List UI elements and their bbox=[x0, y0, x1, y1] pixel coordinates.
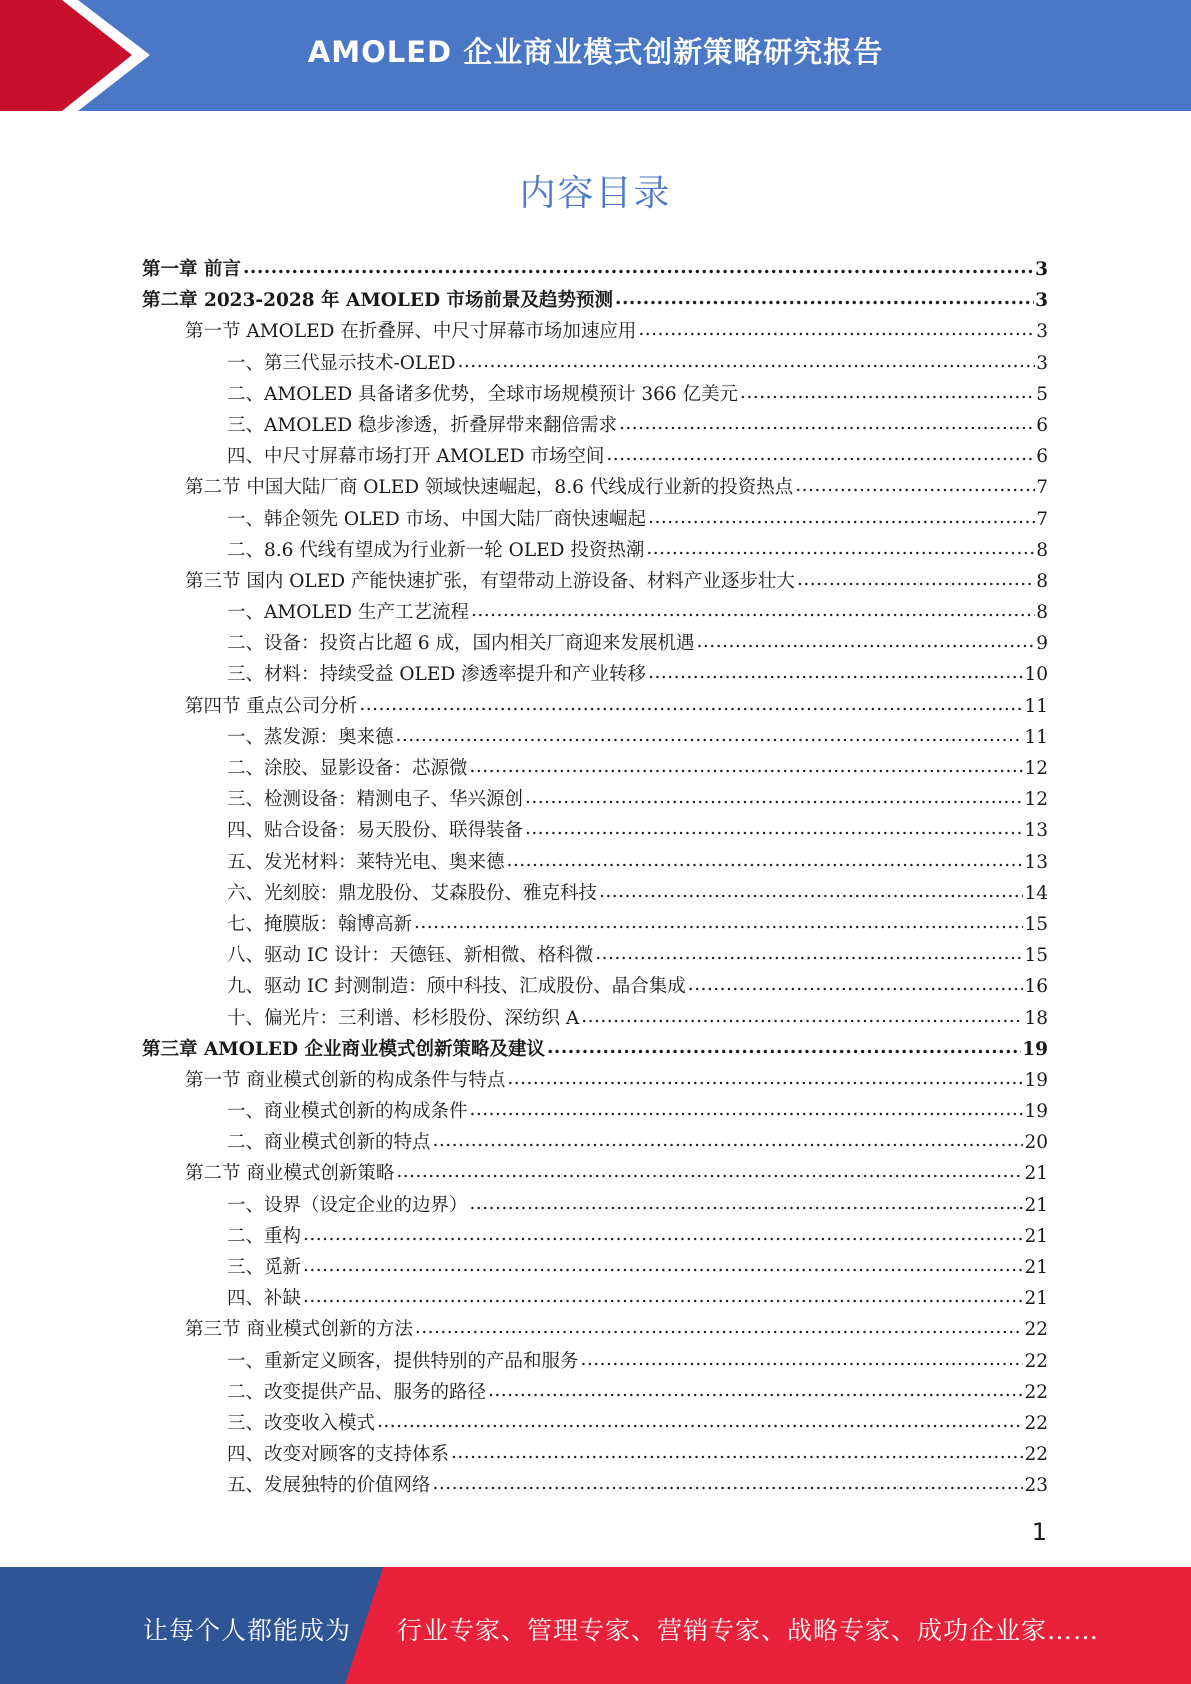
toc-entry-title: 第三节 商业模式创新的方法 bbox=[185, 1319, 413, 1341]
toc-entry-title: 二、商业模式创新的特点 bbox=[227, 1132, 431, 1154]
toc-entry-title: 三、检测设备：精测电子、华兴源创 bbox=[227, 789, 524, 811]
toc-entry-page: 12 bbox=[1024, 758, 1048, 779]
toc-entry-title: 三、觅新 bbox=[227, 1257, 302, 1278]
toc-entry-title: 第一章 前言 bbox=[142, 259, 241, 280]
toc-entry-page: 9 bbox=[1036, 633, 1048, 655]
toc-dot-leader bbox=[606, 441, 1035, 470]
toc-entry-title: 一、第三代显示技术-OLED bbox=[227, 352, 456, 374]
toc-dot-leader bbox=[377, 1408, 1023, 1437]
toc-entry-page: 15 bbox=[1024, 913, 1048, 935]
toc-dot-leader bbox=[740, 379, 1035, 408]
toc-entry-page: 22 bbox=[1024, 1381, 1048, 1403]
toc-entry-title: 第二章 2023-2028 年 AMOLED 市场前景及趋势预测 bbox=[142, 290, 614, 312]
toc-entry-title: 三、AMOLED 稳步渗透，折叠屏带来翻倍需求 bbox=[227, 414, 617, 436]
toc-entry-title: 第四节 重点公司分析 bbox=[185, 695, 358, 717]
toc-entry[interactable] bbox=[142, 1470, 1048, 1501]
toc-entry[interactable] bbox=[142, 1127, 1048, 1158]
toc-dot-leader bbox=[688, 971, 1024, 1000]
toc-dot-leader bbox=[547, 1034, 1021, 1063]
toc-entry[interactable] bbox=[142, 1408, 1048, 1439]
toc-entry-page: 20 bbox=[1024, 1132, 1048, 1154]
toc-entry-title: 一、蒸发源：奥来德 bbox=[227, 726, 394, 748]
toc-entry-page: 3 bbox=[1035, 259, 1048, 280]
toc-entry-page: 3 bbox=[1036, 352, 1048, 374]
toc-entry-page: 22 bbox=[1024, 1412, 1048, 1434]
toc-entry[interactable] bbox=[142, 971, 1048, 1002]
toc-entry-title: 一、设界（设定企业的边界） bbox=[227, 1194, 468, 1216]
toc-dot-leader bbox=[581, 1346, 1024, 1375]
toc-entry[interactable] bbox=[142, 815, 1048, 846]
table-of-contents bbox=[142, 254, 1048, 1502]
toc-entry[interactable] bbox=[142, 1439, 1048, 1470]
toc-entry[interactable] bbox=[142, 722, 1048, 753]
toc-entry-page: 11 bbox=[1024, 726, 1048, 748]
toc-dot-leader bbox=[599, 878, 1023, 907]
toc-entry-title: 一、韩企领先 OLED 市场、中国大陆厂商快速崛起 bbox=[227, 508, 647, 530]
toc-entry-page: 7 bbox=[1036, 508, 1048, 530]
toc-entry[interactable] bbox=[142, 940, 1048, 971]
toc-dot-leader bbox=[615, 285, 1034, 314]
toc-dot-leader bbox=[396, 1158, 1023, 1187]
toc-entry-page: 19 bbox=[1022, 1038, 1048, 1060]
toc-entry-title: 第一节 商业模式创新的构成条件与特点 bbox=[185, 1069, 506, 1091]
toc-dot-leader bbox=[488, 1377, 1023, 1406]
toc-entry-title: 一、AMOLED 生产工艺流程 bbox=[227, 602, 469, 624]
toc-entry[interactable] bbox=[142, 504, 1048, 535]
toc-entry-page: 8 bbox=[1036, 539, 1048, 561]
toc-entry-title: 一、重新定义顾客，提供特别的产品和服务 bbox=[227, 1350, 579, 1372]
toc-dot-leader bbox=[471, 597, 1035, 626]
toc-entry-title: 五、发展独特的价值网络 bbox=[227, 1475, 431, 1497]
toc-entry-title: 一、商业模式创新的构成条件 bbox=[227, 1101, 468, 1123]
header-chevron-decoration bbox=[0, 0, 160, 111]
toc-entry[interactable] bbox=[142, 535, 1048, 566]
toc-dot-leader bbox=[414, 909, 1023, 938]
toc-entry-title: 二、涂胶、显影设备：芯源微 bbox=[227, 758, 468, 779]
footer-slogan-right: 行业专家、管理专家、营销专家、战略专家、成功企业家…… bbox=[397, 1616, 1100, 1645]
toc-entry-title: 五、发光材料：莱特光电、奥来德 bbox=[227, 851, 505, 873]
toc-entry[interactable] bbox=[142, 348, 1048, 379]
toc-entry[interactable] bbox=[142, 1377, 1048, 1408]
toc-entry-title: 九、驱动 IC 封测制造：颀中科技、汇成股份、晶合集成 bbox=[227, 976, 686, 998]
toc-entry-page: 19 bbox=[1024, 1101, 1048, 1123]
toc-entry-page: 23 bbox=[1024, 1475, 1048, 1497]
toc-dot-leader bbox=[458, 348, 1036, 377]
toc-entry-page: 22 bbox=[1024, 1444, 1048, 1466]
toc-dot-leader bbox=[243, 254, 1034, 283]
toc-entry-title: 三、改变收入模式 bbox=[227, 1412, 376, 1434]
toc-entry[interactable] bbox=[142, 410, 1048, 441]
toc-dot-leader bbox=[433, 1127, 1024, 1156]
toc-entry-page: 14 bbox=[1024, 882, 1048, 904]
toc-dot-leader bbox=[470, 1096, 1024, 1125]
toc-entry-title: 六、光刻胶：鼎龙股份、艾森股份、雅克科技 bbox=[227, 882, 598, 904]
toc-dot-leader bbox=[396, 722, 1024, 751]
toc-entry-page: 11 bbox=[1024, 695, 1048, 717]
toc-entry-page: 16 bbox=[1024, 976, 1048, 998]
toc-entry[interactable] bbox=[142, 1096, 1048, 1127]
toc-entry[interactable] bbox=[142, 566, 1048, 597]
toc-entry-page: 7 bbox=[1036, 477, 1048, 499]
toc-entry[interactable] bbox=[142, 1003, 1048, 1034]
toc-entry-page: 15 bbox=[1024, 945, 1048, 967]
toc-title: 内容目录 bbox=[519, 173, 672, 214]
toc-entry-title: 第三节 国内 OLED 产能快速扩张，有望带动上游设备、材料产业逐步壮大 bbox=[185, 570, 795, 592]
toc-entry-page: 8 bbox=[1036, 570, 1048, 592]
toc-entry-title: 四、改变对顾客的支持体系 bbox=[227, 1444, 450, 1466]
toc-dot-leader bbox=[451, 1439, 1023, 1468]
toc-entry[interactable] bbox=[142, 1158, 1048, 1189]
toc-dot-leader bbox=[797, 566, 1035, 595]
toc-entry[interactable] bbox=[142, 379, 1048, 410]
toc-entry-title: 七、掩膜版：翰博高新 bbox=[227, 913, 413, 935]
toc-dot-leader bbox=[507, 847, 1024, 876]
toc-entry-page: 6 bbox=[1036, 414, 1048, 436]
toc-entry-page: 3 bbox=[1036, 321, 1048, 343]
toc-entry-title: 四、贴合设备：易天股份、联得装备 bbox=[227, 820, 524, 842]
toc-entry-page: 21 bbox=[1024, 1194, 1048, 1216]
toc-entry[interactable] bbox=[142, 472, 1048, 503]
toc-entry-page: 21 bbox=[1024, 1288, 1048, 1310]
toc-dot-leader bbox=[581, 1003, 1023, 1032]
page-header bbox=[0, 0, 1191, 111]
toc-entry-title: 二、AMOLED 具备诸多优势，全球市场规模预计 366 亿美元 bbox=[227, 383, 739, 405]
toc-entry-title: 八、驱动 IC 设计：天德钰、新相微、格科微 bbox=[227, 945, 594, 967]
toc-entry-title: 二、改变提供产品、服务的路径 bbox=[227, 1381, 487, 1403]
toc-entry[interactable] bbox=[142, 1065, 1048, 1096]
toc-entry-page: 8 bbox=[1036, 602, 1048, 624]
toc-entry[interactable] bbox=[142, 753, 1048, 784]
toc-entry[interactable] bbox=[142, 1314, 1048, 1345]
toc-entry[interactable] bbox=[142, 1034, 1048, 1065]
toc-entry[interactable] bbox=[142, 878, 1048, 909]
page-number: 1 bbox=[1031, 1518, 1047, 1546]
toc-dot-leader bbox=[697, 628, 1036, 657]
toc-dot-leader bbox=[648, 659, 1023, 688]
toc-entry-title: 二、重构 bbox=[227, 1225, 302, 1247]
toc-entry-page: 13 bbox=[1024, 851, 1048, 873]
toc-dot-leader bbox=[619, 410, 1035, 439]
toc-entry[interactable] bbox=[142, 784, 1048, 815]
toc-entry[interactable] bbox=[142, 909, 1048, 940]
toc-entry-title: 四、中尺寸屏幕市场打开 AMOLED 市场空间 bbox=[227, 446, 605, 468]
toc-entry-page: 12 bbox=[1024, 789, 1048, 811]
toc-dot-leader bbox=[646, 535, 1035, 564]
toc-entry-page: 13 bbox=[1024, 820, 1048, 842]
toc-entry-page: 3 bbox=[1035, 290, 1048, 312]
toc-dot-leader bbox=[470, 1190, 1024, 1219]
toc-dot-leader bbox=[303, 1221, 1023, 1250]
toc-entry-page: 22 bbox=[1024, 1350, 1048, 1372]
toc-entry-title: 第二节 中国大陆厂商 OLED 领域快速崛起，8.6 代线成行业新的投资热点 bbox=[185, 477, 794, 499]
toc-entry-title: 第二节 商业模式创新策略 bbox=[185, 1163, 395, 1185]
toc-entry-page: 22 bbox=[1024, 1319, 1048, 1341]
toc-entry[interactable] bbox=[142, 441, 1048, 472]
toc-entry[interactable] bbox=[142, 1221, 1048, 1252]
toc-entry[interactable] bbox=[142, 1190, 1048, 1221]
toc-dot-leader bbox=[507, 1065, 1023, 1094]
toc-entry-page: 21 bbox=[1024, 1257, 1048, 1278]
toc-entry[interactable] bbox=[142, 285, 1048, 316]
toc-entry[interactable] bbox=[142, 1283, 1048, 1314]
toc-dot-leader bbox=[303, 1252, 1023, 1281]
toc-entry-page: 18 bbox=[1024, 1007, 1048, 1029]
toc-entry[interactable] bbox=[142, 1252, 1048, 1283]
toc-entry-page: 10 bbox=[1024, 664, 1048, 686]
toc-entry[interactable] bbox=[142, 691, 1048, 722]
toc-entry[interactable] bbox=[142, 316, 1048, 347]
toc-entry-title: 第一节 AMOLED 在折叠屏、中尺寸屏幕市场加速应用 bbox=[185, 321, 637, 343]
header-title: AMOLED 企业商业模式创新策略研究报告 bbox=[307, 35, 884, 69]
toc-entry[interactable] bbox=[142, 1346, 1048, 1377]
toc-entry[interactable] bbox=[142, 254, 1048, 285]
toc-entry-title: 四、补缺 bbox=[227, 1288, 302, 1310]
toc-dot-leader bbox=[433, 1470, 1024, 1499]
toc-entry-page: 19 bbox=[1024, 1069, 1048, 1091]
toc-dot-leader bbox=[415, 1314, 1024, 1343]
toc-dot-leader bbox=[795, 472, 1035, 501]
toc-dot-leader bbox=[525, 784, 1023, 813]
toc-dot-leader bbox=[470, 753, 1024, 782]
toc-entry[interactable] bbox=[142, 659, 1048, 690]
toc-entry-title: 三、材料：持续受益 OLED 渗透率提升和产业转移 bbox=[227, 664, 647, 686]
toc-entry-title: 第三章 AMOLED 企业商业模式创新策略及建议 bbox=[142, 1038, 545, 1060]
toc-dot-leader bbox=[595, 940, 1023, 969]
footer-slogan-left: 让每个人都能成为 bbox=[143, 1616, 352, 1645]
toc-entry-page: 21 bbox=[1024, 1225, 1048, 1247]
toc-entry-page: 6 bbox=[1036, 446, 1048, 468]
toc-dot-leader bbox=[303, 1283, 1023, 1312]
toc-dot-leader bbox=[648, 504, 1035, 533]
toc-entry-title: 十、偏光片：三利谱、杉杉股份、深纺织 A bbox=[227, 1007, 580, 1029]
toc-dot-leader bbox=[638, 316, 1035, 345]
toc-dot-leader bbox=[359, 691, 1023, 720]
toc-entry-title: 二、8.6 代线有望成为行业新一轮 OLED 投资热潮 bbox=[227, 539, 645, 561]
toc-entry[interactable] bbox=[142, 597, 1048, 628]
toc-entry-title: 二、设备：投资占比超 6 成，国内相关厂商迎来发展机遇 bbox=[227, 633, 695, 655]
toc-entry-page: 5 bbox=[1036, 383, 1048, 405]
toc-entry-page: 21 bbox=[1024, 1163, 1048, 1185]
toc-entry[interactable] bbox=[142, 847, 1048, 878]
page-footer bbox=[0, 1567, 1191, 1684]
toc-entry[interactable] bbox=[142, 628, 1048, 659]
toc-dot-leader bbox=[525, 815, 1023, 844]
